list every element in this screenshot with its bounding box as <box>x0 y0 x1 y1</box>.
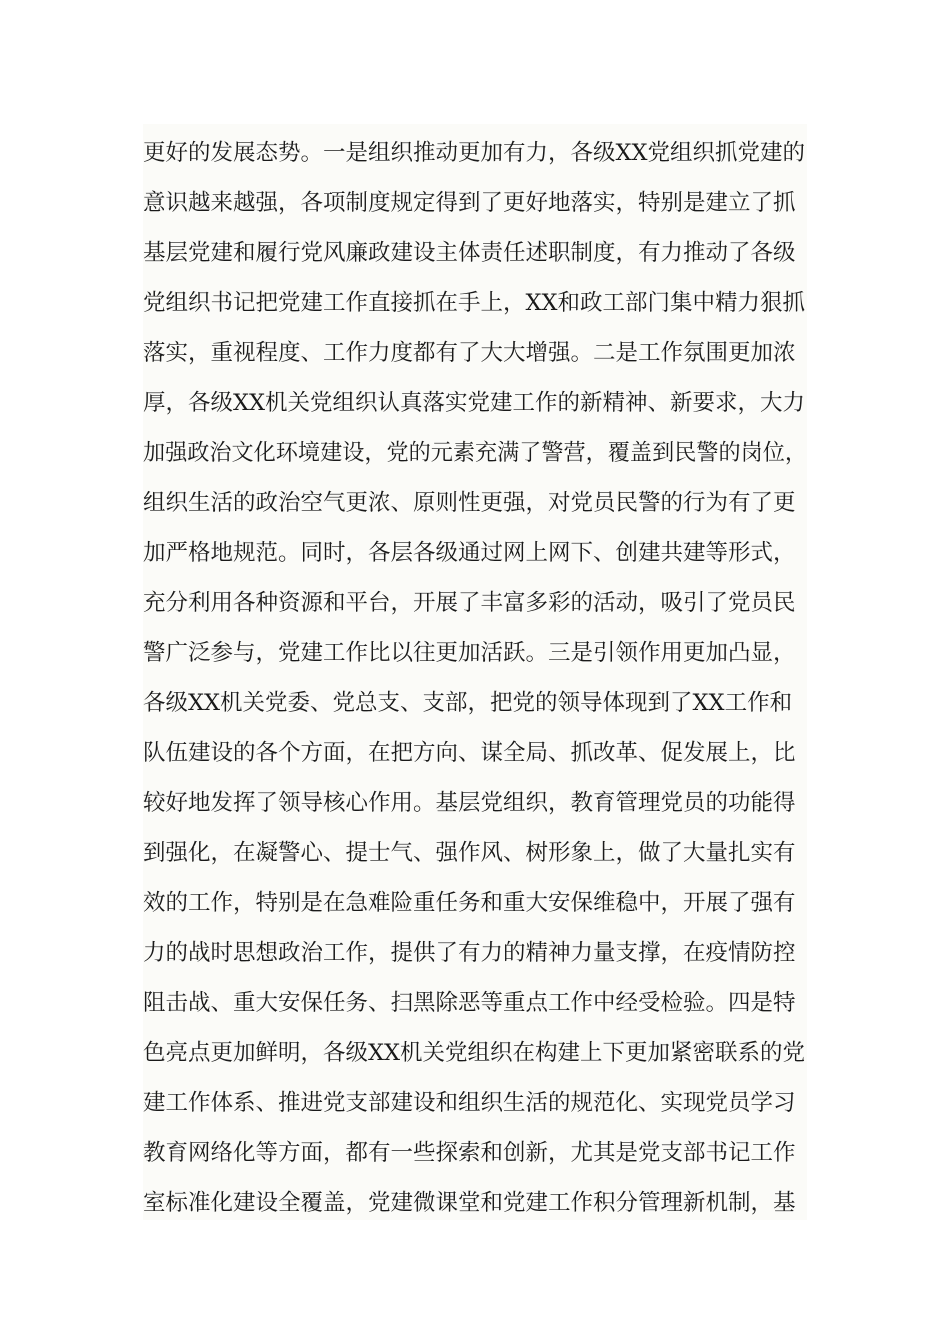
paragraph-line: 色亮点更加鲜明，各级XX机关党组织在构建上下更加紧密联系的党 <box>143 1040 806 1066</box>
paragraph-line: 党组织书记把党建工作直接抓在手上，XX和政工部门集中精力狠抓 <box>143 290 806 316</box>
paragraph-line: 各级XX机关党委、党总支、支部，把党的领导体现到了XX工作和 <box>143 690 793 716</box>
paragraph-line: 队伍建设的各个方面，在把方向、谋全局、抓改革、促发展上，比 <box>143 740 796 766</box>
paragraph-line: 较好地发挥了领导核心作用。基层党组织，教育管理党员的功能得 <box>143 790 796 816</box>
paragraph-line: 室标准化建设全覆盖，党建微课堂和党建工作积分管理新机制，基 <box>143 1190 796 1216</box>
paragraph-line: 力的战时思想政治工作，提供了有力的精神力量支撑，在疫情防控 <box>143 940 796 966</box>
paragraph-line: 加强政治文化环境建设，党的元素充满了警营，覆盖到民警的岗位， <box>143 440 808 466</box>
paragraph-line: 建工作体系、推进党支部建设和组织生活的规范化、实现党员学习 <box>143 1090 796 1116</box>
paragraph-line: 警广泛参与，党建工作比以往更加活跃。三是引领作用更加凸显， <box>143 640 796 666</box>
paragraph-line: 教育网络化等方面，都有一些探索和创新，尤其是党支部书记工作 <box>143 1140 796 1166</box>
document-text-block <box>143 124 807 1220</box>
paragraph-line: 意识越来越强，各项制度规定得到了更好地落实，特别是建立了抓 <box>143 190 796 216</box>
paragraph-line: 更好的发展态势。一是组织推动更加有力，各级XX党组织抓党建的 <box>143 140 806 166</box>
paragraph-line: 落实，重视程度、工作力度都有了大大增强。二是工作氛围更加浓 <box>143 340 796 366</box>
paragraph-line: 到强化，在凝警心、提士气、强作风、树形象上，做了大量扎实有 <box>143 840 796 866</box>
paragraph-line: 阻击战、重大安保任务、扫黑除恶等重点工作中经受检验。四是特 <box>143 990 796 1016</box>
paragraph-line: 组织生活的政治空气更浓、原则性更强，对党员民警的行为有了更 <box>143 490 796 516</box>
paragraph-line: 充分利用各种资源和平台，开展了丰富多彩的活动，吸引了党员民 <box>143 590 796 616</box>
paragraph-line: 效的工作，特别是在急难险重任务和重大安保维稳中，开展了强有 <box>143 890 796 916</box>
paragraph-line: 厚，各级XX机关党组织认真落实党建工作的新精神、新要求，大力 <box>143 390 806 416</box>
paragraph-line: 加严格地规范。同时，各层各级通过网上网下、创建共建等形式， <box>143 540 796 566</box>
paragraph-line: 基层党建和履行党风廉政建设主体责任述职制度，有力推动了各级 <box>143 240 796 266</box>
